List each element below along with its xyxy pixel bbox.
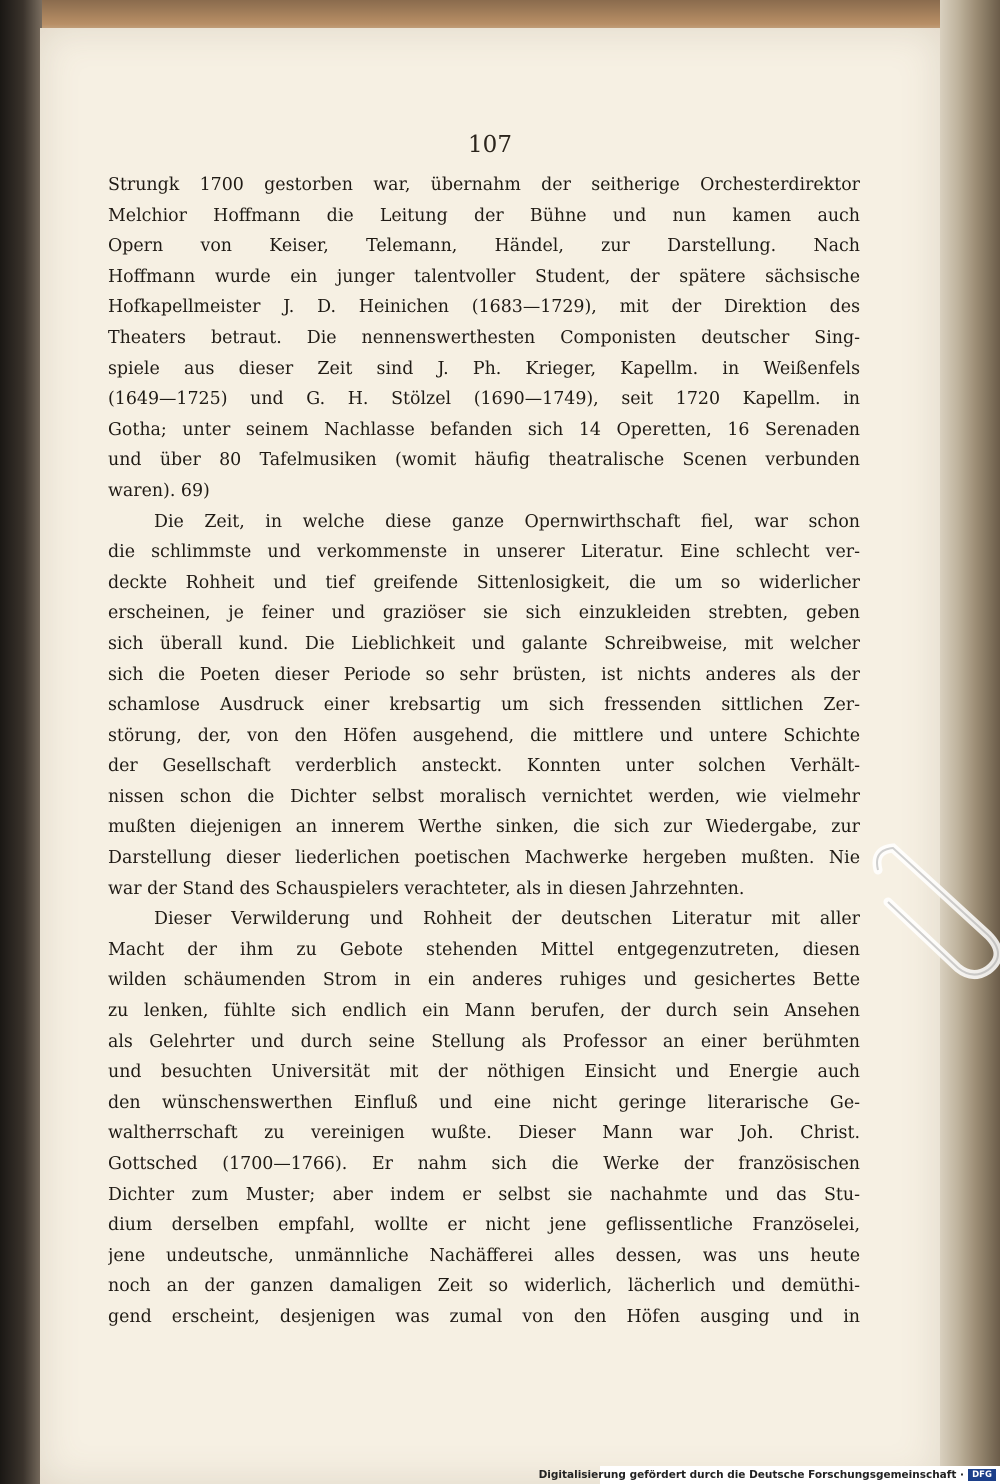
text-line: Opern von Keiser, Telemann, Händel, zur Darstellung. Nach <box>108 236 860 257</box>
book-page <box>40 28 940 1484</box>
text-line: die schlimmste und verkommenste in unserer Literatur. Eine schlecht ver- <box>108 542 860 563</box>
text-line: waltherrschaft zu vereinigen wußte. Dieser Mann war Joh. Christ. <box>108 1123 860 1144</box>
text-line: erscheinen, je feiner und graziöser sie sich einzukleiden strebten, geben <box>108 603 860 624</box>
text-line: sich die Poeten dieser Periode so sehr brüsten, ist nichts anderes als der <box>108 664 860 685</box>
text-line: Strungk 1700 gestorben war, übernahm der seitherige Orchesterdirektor <box>108 175 860 195</box>
book-left-edge <box>0 0 42 1484</box>
text-line: zu lenken, fühlte sich endlich ein Mann berufen, der durch sein Ansehen <box>108 1001 860 1022</box>
text-line: Dichter zum Muster; aber indem er selbst sie nachahmte und das Stu- <box>108 1184 860 1205</box>
text-line: Macht der ihm zu Gebote stehenden Mittel entgegenzutreten, diesen <box>108 939 860 960</box>
page-number: 107 <box>468 132 512 158</box>
text-line: spiele aus dieser Zeit sind J. Ph. Krieger, Kapellm. in Weißenfels <box>108 358 860 379</box>
text-line: störung, der, von den Höfen ausgehend, die mittlere und untere Schichte <box>108 725 860 746</box>
text-line: Melchior Hoffmann die Leitung der Bühne und nun kamen auch <box>108 205 860 226</box>
text-line: mußten diejenigen an innerem Werthe sinken, die sich zur Wiedergabe, zur <box>108 817 860 838</box>
digitization-footer <box>538 1466 1000 1484</box>
text-line: sich überall kund. Die Lieblichkeit und galante Schreibweise, mit welcher <box>108 633 860 654</box>
text-line: gend erscheint, desjenigen was zumal von den Höfen ausging und in <box>108 1306 860 1327</box>
text-line: Hofkapellmeister J. D. Heinichen (1683—1729), mit der Direktion des <box>108 297 860 318</box>
text-line: den wünschenswerthen Einfluß und eine nicht geringe literarische Ge- <box>108 1092 860 1113</box>
text-line: und besuchten Universität mit der nöthigen Einsicht und Energie auch <box>108 1062 860 1083</box>
footer-credit: Digitalisierung gefördert durch die Deutsche Forschungsgemeinschaft · <box>538 1469 964 1481</box>
text-line: war der Stand des Schauspielers verachteter, als in diesen Jahrzehnten. <box>108 878 745 899</box>
dfg-logo-icon: DFG <box>968 1469 996 1481</box>
text-line: jene undeutsche, unmännliche Nachäfferei alles dessen, was uns heute <box>108 1245 860 1266</box>
text-line: noch an der ganzen damaligen Zeit so widerlich, lächerlich und demüthi- <box>108 1276 860 1297</box>
text-line: deckte Rohheit und tief greifende Sittenlosigkeit, die um so widerlicher <box>108 572 860 593</box>
text-line: Darstellung dieser liederlichen poetischen Machwerke hergeben mußten. Nie <box>108 848 860 869</box>
text-line: schamlose Ausdruck einer krebsartig um sich fressenden sittlichen Zer- <box>108 695 860 716</box>
book-right-edge <box>940 0 1000 1484</box>
text-line: Gottsched (1700—1766). Er nahm sich die Werke der französischen <box>108 1154 860 1174</box>
text-line: Dieser Verwilderung und Rohheit der deutschen Literatur mit aller <box>154 909 860 930</box>
text-line: wilden schäumenden Strom in ein anderes ruhiges und gesichertes Bette <box>108 970 860 991</box>
text-line: waren). 69) <box>108 480 210 501</box>
text-line: Theaters betraut. Die nennenswerthesten Componisten deutscher Sing- <box>108 327 860 348</box>
text-line: Die Zeit, in welche diese ganze Opernwirthschaft fiel, war schon <box>154 511 860 532</box>
text-line: Gotha; unter seinem Nachlasse befanden sich 14 Operetten, 16 Serenaden <box>108 419 860 440</box>
body-text <box>108 170 860 1333</box>
text-line: Hoffmann wurde ein junger talentvoller Student, der spätere sächsische <box>108 266 860 287</box>
text-line: und über 80 Tafelmusiken (womit häufig theatralische Scenen verbunden <box>108 450 860 471</box>
text-line: nissen schon die Dichter selbst moralisch vernichtet werden, wie vielmehr <box>108 786 860 807</box>
text-line: dium derselben empfahl, wollte er nicht jene geflissentliche Französelei, <box>108 1215 860 1236</box>
text-line: der Gesellschaft verderblich ansteckt. Konnten unter solchen Verhält- <box>108 756 860 777</box>
text-line: als Gelehrter und durch seine Stellung als Professor an einer berühmten <box>108 1031 860 1052</box>
text-line: (1649—1725) und G. H. Stölzel (1690—1749), seit 1720 Kapellm. in <box>108 389 860 410</box>
